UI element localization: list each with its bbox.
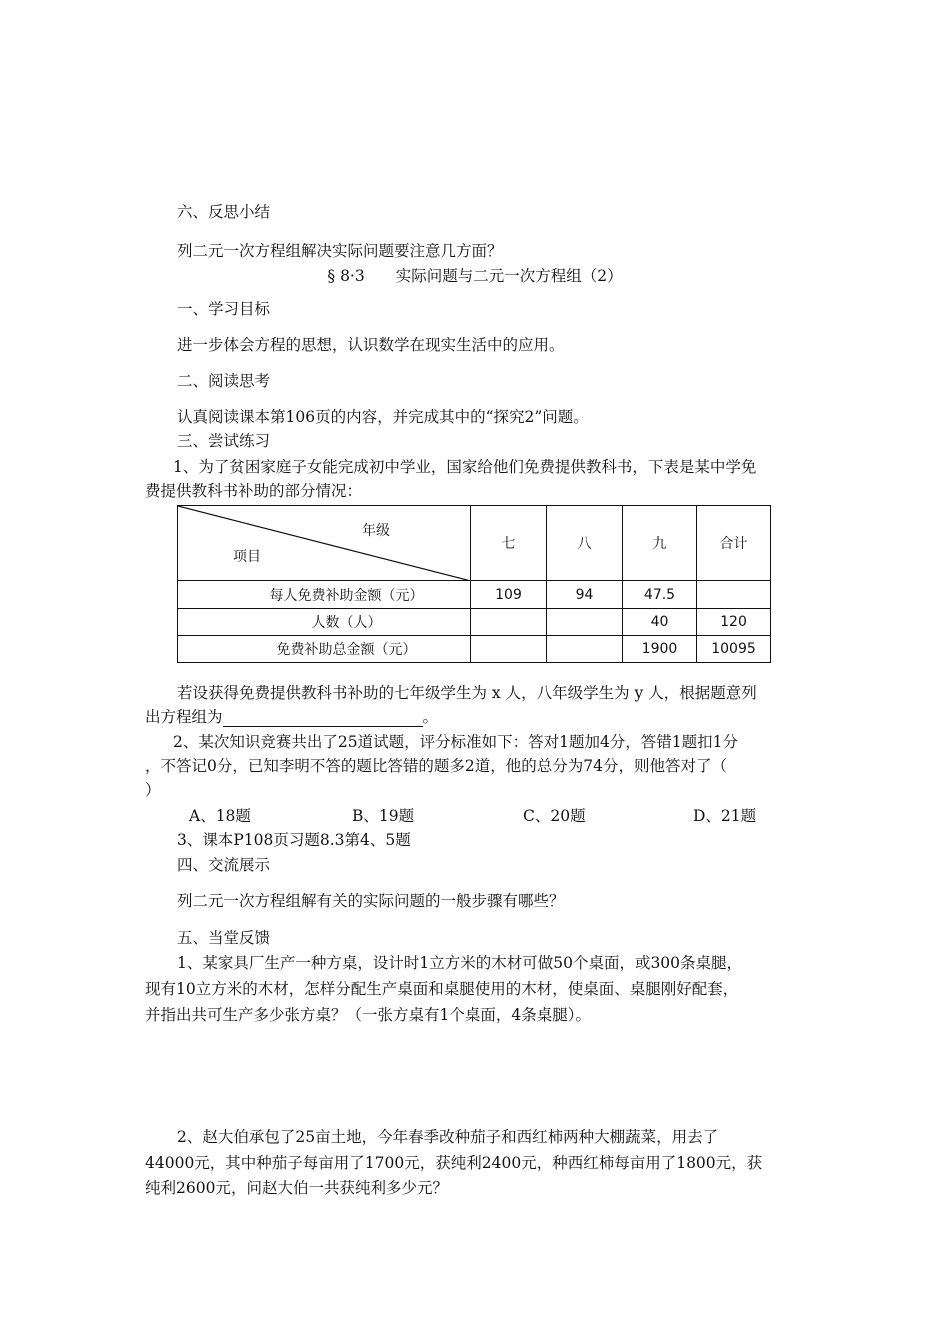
header-grade-7: 七 (471, 506, 547, 581)
lesson-title: § 8·3 实际问题与二元一次方程组（2） (327, 267, 623, 285)
table-cell (471, 609, 547, 636)
row-label: 人数（人） (178, 609, 471, 636)
corner-grade-label: 年级 (362, 523, 390, 539)
q2-line1: 2、某次知识竞赛共出了25道试题，评分标准如下：答对1题加4分，答错1题扣1分 (173, 733, 739, 751)
q2-option-c: C、20题 (523, 807, 586, 825)
table-row (178, 636, 771, 663)
table-row (178, 609, 771, 636)
feedback-heading: 五、当堂反馈 (177, 929, 271, 947)
fb1-line3: 并指出共可生产多少张方桌？（一张方桌有1个桌面，4条桌腿）。 (145, 1006, 591, 1024)
q1-equation-prompt: 出方程组为 (145, 708, 223, 726)
header-grade-9: 九 (623, 506, 697, 581)
header-grade-8: 八 (547, 506, 623, 581)
q2-option-a: A、18题 (189, 807, 251, 825)
reflection-text: 列二元一次方程组解决实际问题要注意几方面？ (177, 242, 503, 260)
goal-text: 进一步体会方程的思想，认识数学在现实生活中的应用。 (177, 336, 565, 354)
q1-after-line2 (145, 707, 438, 727)
table-cell: 1900 (623, 636, 697, 663)
q1-after-line1: 若设获得免费提供教科书补助的七年级学生为 x 人，八年级学生为 y 人，根据题意列 (177, 684, 757, 702)
reading-text: 认真阅读课本第106页的内容，并完成其中的“探究2”问题。 (177, 408, 589, 426)
table-corner-cell (178, 506, 471, 581)
fb2-line2: 44000元，其中种茄子每亩用了1700元，获纯利2400元，种西红柿每亩用了1800元，获 (145, 1154, 763, 1172)
fb2-line3: 纯利2600元，问赵大伯一共获纯利多少元？ (145, 1179, 448, 1197)
fb1-line1: 1、某家具厂生产一种方桌，设计时1立方米的木材可做50个桌面，或300条桌腿， (177, 954, 743, 972)
row-label: 每人免费补助金额（元） (178, 581, 471, 609)
table-cell (471, 636, 547, 663)
table-cell: 94 (547, 581, 623, 609)
fb2-line1: 2、赵大伯承包了25亩土地，今年春季改种茄子和西红柿两种大棚蔬菜，用去了 (177, 1128, 719, 1146)
header-total: 合计 (697, 506, 771, 581)
share-text: 列二元一次方程组解有关的实际问题的一般步骤有哪些？ (177, 892, 565, 910)
fb1-line2: 现有10立方米的木材，怎样分配生产桌面和桌腿使用的木材，使桌面、桌腿刚好配套， (145, 980, 739, 998)
table-header-row (178, 506, 771, 581)
q2-line2: ，不答记0分，已知李明不答的题比答错的题多2道，他的总分为74分，则他答对了（ (145, 757, 727, 775)
table-cell: 47.5 (623, 581, 697, 609)
q3-text: 3、课本P108页习题8.3第4、5题 (177, 831, 411, 849)
subsidy-table (177, 505, 771, 663)
table-cell: 120 (697, 609, 771, 636)
table-cell (547, 609, 623, 636)
table-row (178, 581, 771, 609)
diagonal-line (178, 506, 471, 581)
q1-line1: 1、为了贫困家庭子女能完成初中学业，国家给他们免费提供教科书，下表是某中学免 (173, 458, 757, 476)
table-cell: 109 (471, 581, 547, 609)
goal-heading: 一、学习目标 (177, 300, 271, 318)
practice-heading: 三、尝试练习 (177, 432, 271, 450)
reading-heading: 二、阅读思考 (177, 372, 271, 390)
reflection-heading: 六、反思小结 (177, 203, 271, 221)
q2-option-d: D、21题 (693, 807, 757, 825)
q1-period: 。 (422, 708, 439, 726)
table-cell (547, 636, 623, 663)
corner-item-label: 项目 (233, 549, 261, 565)
table-cell: 10095 (697, 636, 771, 663)
q2-option-b: B、19题 (352, 807, 415, 825)
row-label: 免费补助总金额（元） (178, 636, 471, 663)
q2-line3: ） (145, 781, 161, 799)
share-heading: 四、交流展示 (177, 856, 271, 874)
table-cell: 40 (623, 609, 697, 636)
table-cell (697, 581, 771, 609)
answer-blank (223, 710, 423, 727)
q1-line2: 费提供教科书补助的部分情况： (145, 482, 363, 500)
